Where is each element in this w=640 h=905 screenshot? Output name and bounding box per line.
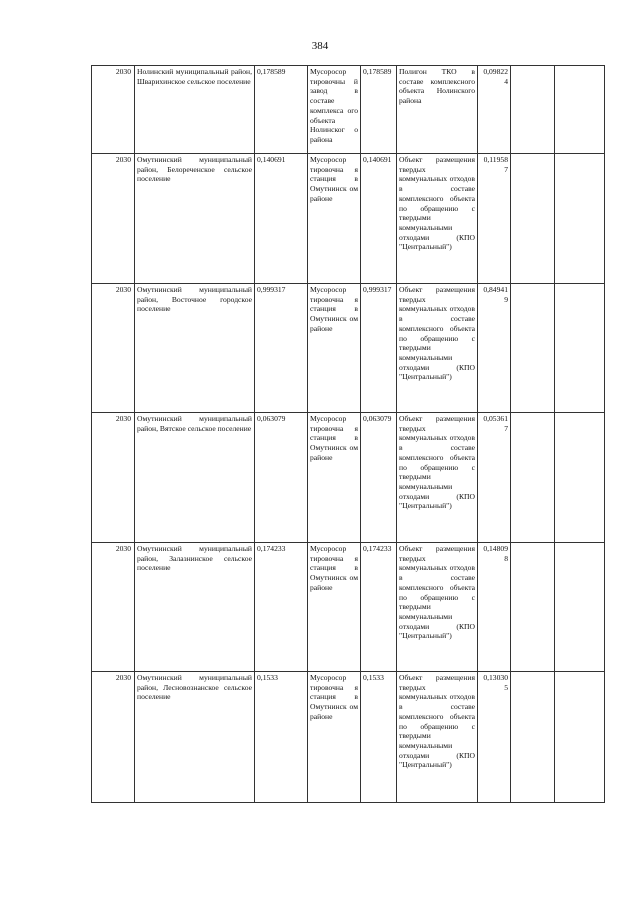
year-cell: 2030	[92, 413, 135, 543]
share-cell: 0,140691	[361, 154, 397, 284]
year-cell: 2030	[92, 284, 135, 413]
municipality-cell: Омутнинский муниципальный район, Белореченское сельское поселение	[135, 154, 255, 284]
share-cell: 0,1533	[361, 672, 397, 803]
recipient-share-cell: 0,148098	[478, 543, 511, 672]
table-row	[92, 672, 605, 803]
recipient-cell: Объект размещения твердых коммунальных отходов в составе комплексного объекта по обращению с твердыми коммунальными отходами (КПО "Центральный")	[397, 284, 478, 413]
mass-cell: 0,140691	[255, 154, 308, 284]
empty-cell	[555, 413, 605, 543]
empty-cell	[555, 66, 605, 154]
recipient-cell: Полигон ТКО в составе комплексного объекта Нолинского района	[397, 66, 478, 154]
recipient-share-cell: 0,849419	[478, 284, 511, 413]
empty-cell	[511, 543, 555, 672]
share-cell: 0,178589	[361, 66, 397, 154]
mass-cell: 0,174233	[255, 543, 308, 672]
empty-cell	[511, 672, 555, 803]
year-cell: 2030	[92, 66, 135, 154]
recipient-share-cell: 0,098224	[478, 66, 511, 154]
empty-cell	[511, 66, 555, 154]
recipient-share-cell: 0,130305	[478, 672, 511, 803]
municipality-cell: Омутнинский муниципальный район, Восточное городское поселение	[135, 284, 255, 413]
year-cell: 2030	[92, 154, 135, 284]
recipient-cell: Объект размещения твердых коммунальных отходов в составе комплексного объекта по обращению с твердыми коммунальными отходами (КПО "Центральный")	[397, 413, 478, 543]
empty-cell	[511, 413, 555, 543]
year-cell: 2030	[92, 672, 135, 803]
mass-cell: 0,063079	[255, 413, 308, 543]
share-cell: 0,174233	[361, 543, 397, 672]
municipality-cell: Омутнинский муниципальный район, Залазнинское сельское поселение	[135, 543, 255, 672]
mass-cell: 0,999317	[255, 284, 308, 413]
municipality-cell: Нолинский муниципальный район, Шварихинское сельское поселение	[135, 66, 255, 154]
table-row	[92, 154, 605, 284]
recipient-share-cell: 0,119587	[478, 154, 511, 284]
mass-cell: 0,1533	[255, 672, 308, 803]
empty-cell	[555, 154, 605, 284]
recipient-cell: Объект размещения твердых коммунальных отходов в составе комплексного объекта по обращению с твердыми коммунальными отходами (КПО "Центральный")	[397, 543, 478, 672]
table-row	[92, 66, 605, 154]
table-row	[92, 543, 605, 672]
share-cell: 0,063079	[361, 413, 397, 543]
recipient-cell: Объект размещения твердых коммунальных отходов в составе комплексного объекта по обращению с твердыми коммунальными отходами (КПО "Центральный")	[397, 154, 478, 284]
empty-cell	[555, 672, 605, 803]
recipient-cell: Объект размещения твердых коммунальных отходов в составе комплексного объекта по обращению с твердыми коммунальными отходами (КПО "Центральный")	[397, 672, 478, 803]
recipient-share-cell: 0,053617	[478, 413, 511, 543]
object-cell: Мусоросор тировочна я станция в Омутнинск ом районе	[308, 672, 361, 803]
object-cell: Мусоросор тировочна я станция в Омутнинск ом районе	[308, 154, 361, 284]
empty-cell	[511, 154, 555, 284]
empty-cell	[555, 284, 605, 413]
municipality-cell: Омутнинский муниципальный район, Вятское сельское поселение	[135, 413, 255, 543]
mass-cell: 0,178589	[255, 66, 308, 154]
page-number: 384	[311, 40, 329, 52]
waste-flow-table	[91, 65, 605, 803]
year-cell: 2030	[92, 543, 135, 672]
empty-cell	[555, 543, 605, 672]
empty-cell	[511, 284, 555, 413]
object-cell: Мусоросор тировочна я станция в Омутнинск ом районе	[308, 413, 361, 543]
object-cell: Мусоросор тировочна я станция в Омутнинск ом районе	[308, 284, 361, 413]
table-row	[92, 284, 605, 413]
object-cell: Мусоросор тировочны й завод в составе комплекса ого объекта Нолинског о района	[308, 66, 361, 154]
table-row	[92, 413, 605, 543]
share-cell: 0,999317	[361, 284, 397, 413]
municipality-cell: Омутнинский муниципальный район, Лесновознанское сельское поселение	[135, 672, 255, 803]
object-cell: Мусоросор тировочна я станция в Омутнинск ом районе	[308, 543, 361, 672]
